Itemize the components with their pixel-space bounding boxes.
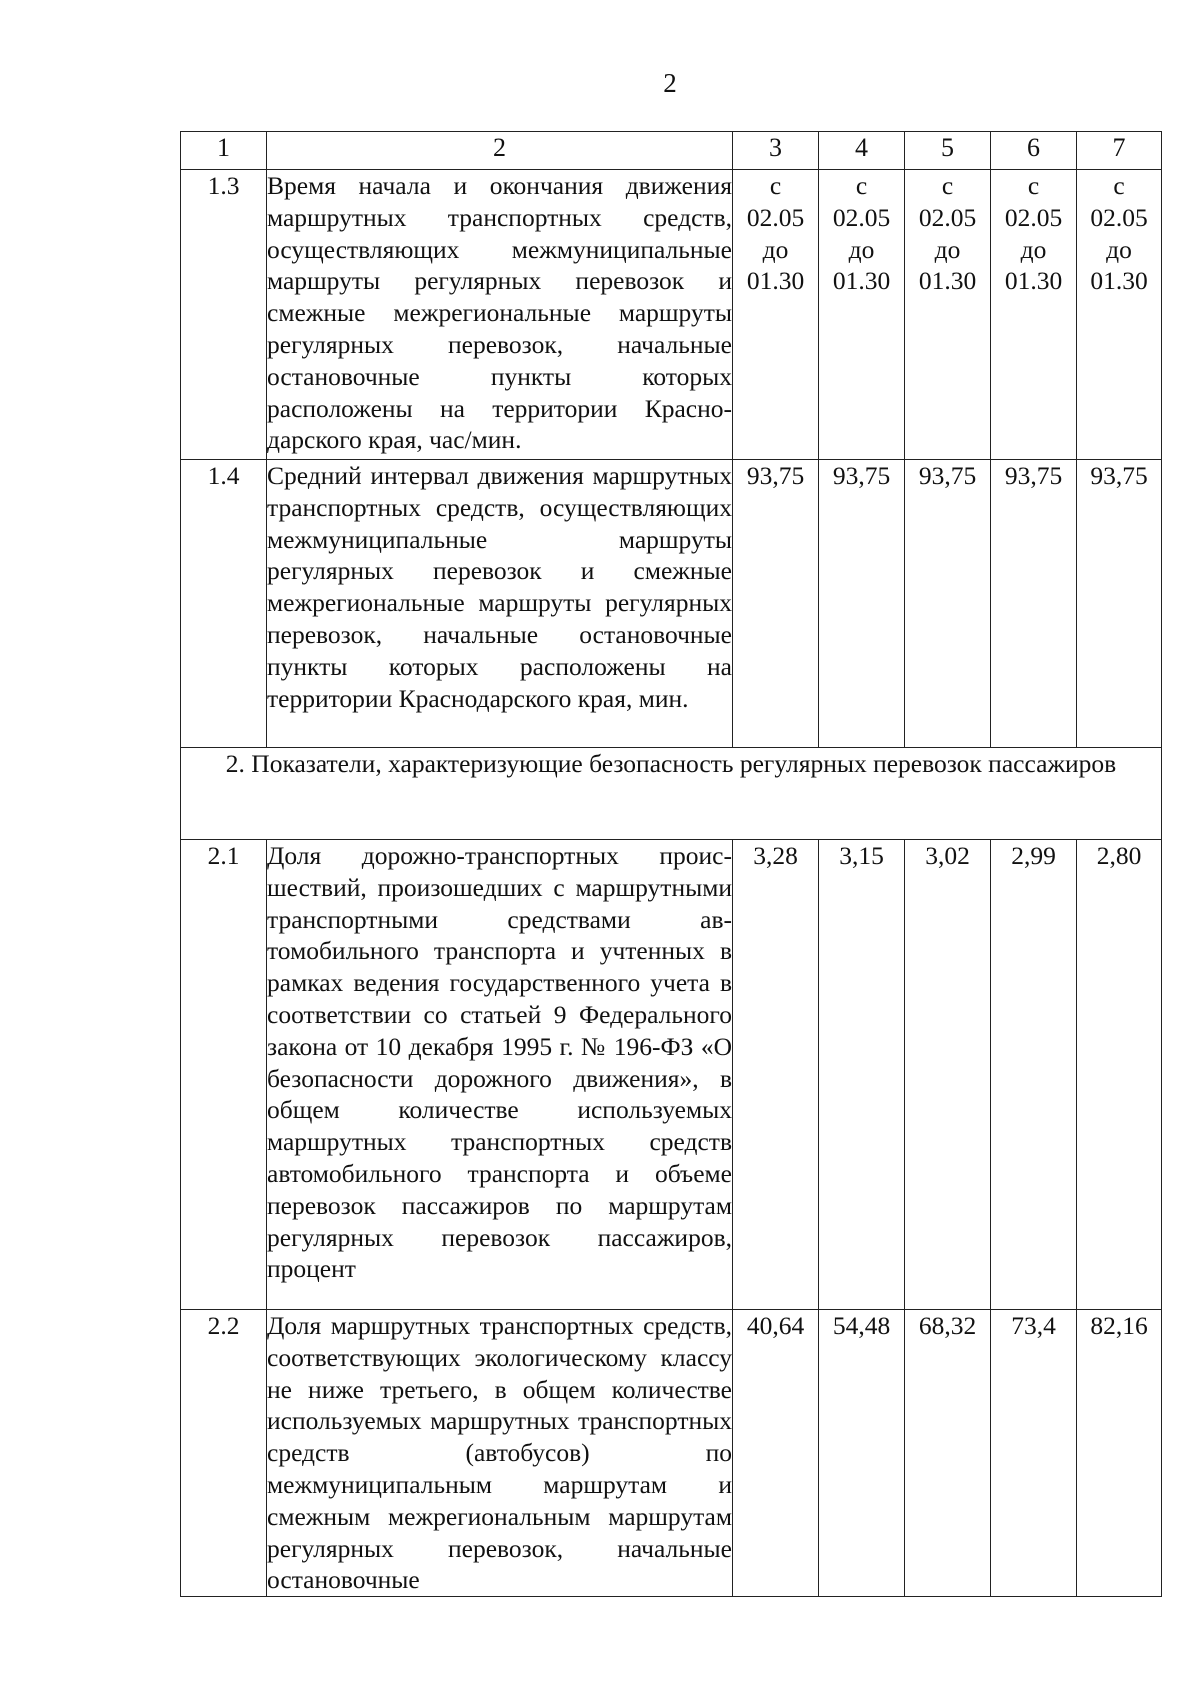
- table-row: [181, 460, 1162, 748]
- time-value-to: до: [934, 234, 961, 264]
- value-cell: 3,28: [733, 840, 819, 1310]
- row-description: Средний интервал движения маршрутных транспортных средств, осуществляющих межмуниципальные маршруты регулярных перевозок и смежные межрегиональные маршруты регулярных перевозок, начальные остановочные пункты которых расположены на территории Краснодарского края, мин.: [267, 460, 733, 748]
- indicators-table: [180, 131, 1162, 1597]
- column-header-5: 5: [905, 132, 991, 170]
- section-heading: 2. Показатели, характеризующие безопасность регулярных перевозок пассажиров: [181, 748, 1162, 840]
- row-description: Время начала и окончания движения маршрутных транспортных средств, осуществляющих межмуниципальные маршруты регулярных перевозок и смежные межрегиональные маршруты регулярных перевозок, начальные остановочные пункты которых расположены на территории Краснодарского края, час/мин.: [267, 170, 733, 460]
- time-value-cell: [1077, 170, 1162, 460]
- time-value-end: 01.30: [832, 266, 891, 296]
- time-value-to: до: [1020, 234, 1047, 264]
- time-value-from: с: [1027, 171, 1040, 200]
- value-cell: 54,48: [819, 1310, 905, 1597]
- time-value-to: до: [848, 234, 875, 264]
- row-number: 2.1: [181, 840, 267, 1310]
- value-cell: 2,99: [991, 840, 1077, 1310]
- value-cell: 93,75: [905, 460, 991, 748]
- column-header-6: 6: [991, 132, 1077, 170]
- section-heading-row: [181, 748, 1162, 840]
- time-value-end: 01.30: [746, 266, 805, 296]
- column-header-1: 1: [181, 132, 267, 170]
- table-row: [181, 1310, 1162, 1597]
- time-value-start: 02.05: [746, 202, 805, 232]
- value-cell: 82,16: [1077, 1310, 1162, 1597]
- time-value-from: с: [769, 171, 782, 200]
- value-cell: 40,64: [733, 1310, 819, 1597]
- time-value-from: с: [1113, 171, 1125, 200]
- time-value-start: 02.05: [832, 202, 891, 232]
- value-cell: 3,15: [819, 840, 905, 1310]
- column-header-4: 4: [819, 132, 905, 170]
- time-value-start: 02.05: [1090, 202, 1148, 232]
- row-number: 1.4: [181, 460, 267, 748]
- value-cell: 93,75: [733, 460, 819, 748]
- time-value-start: 02.05: [1004, 202, 1063, 232]
- time-value-to: до: [1106, 234, 1132, 264]
- row-description: Доля маршрутных транспортных средств, соответствующих экологическому классу не ниже третьего, в общем количестве используемых маршрутных транспортных средств (автобусов) по межмуниципальным маршрутам и смежным межрегиональным маршрутам регулярных перевозок, начальные остановочные: [267, 1310, 733, 1597]
- value-cell: 93,75: [991, 460, 1077, 748]
- value-cell: 2,80: [1077, 840, 1162, 1310]
- time-value-end: 01.30: [1004, 266, 1063, 296]
- table-row: [181, 840, 1162, 1310]
- value-cell: 93,75: [819, 460, 905, 748]
- value-cell: 93,75: [1077, 460, 1162, 748]
- row-description: Доля дорожно-транспортных происшествий, произошедших с маршрутными транспортными средствами автомобильного транспорта и учтенных в рамках ведения государственного учета в соответствии со статьей 9 Федерального закона от 10 декабря 1995 г. № 196-ФЗ «О безопасности дорожного движения», в общем количестве используемых маршрутных транспортных средств автомобильного транспорта и объеме перевозок пассажиров по маршрутам регулярных перевозок пассажиров, процент: [267, 840, 733, 1310]
- time-value-cell: [819, 170, 905, 460]
- time-value-end: 01.30: [1090, 266, 1148, 296]
- time-value-cell: [905, 170, 991, 460]
- row-number: 1.3: [181, 170, 267, 460]
- value-cell: 3,02: [905, 840, 991, 1310]
- column-header-7: 7: [1077, 132, 1162, 170]
- value-cell: 73,4: [991, 1310, 1077, 1597]
- time-value-to: до: [762, 234, 789, 264]
- table-row: [181, 170, 1162, 460]
- time-value-cell: [991, 170, 1077, 460]
- column-header-3: 3: [733, 132, 819, 170]
- page-number: 2: [663, 68, 677, 98]
- time-value-end: 01.30: [918, 266, 977, 296]
- row-number: 2.2: [181, 1310, 267, 1597]
- time-value-from: с: [855, 171, 868, 200]
- table-header-row: [181, 132, 1162, 170]
- value-cell: 68,32: [905, 1310, 991, 1597]
- time-value-cell: [733, 170, 819, 460]
- time-value-start: 02.05: [918, 202, 977, 232]
- column-header-2: 2: [267, 132, 733, 170]
- time-value-from: с: [941, 171, 954, 200]
